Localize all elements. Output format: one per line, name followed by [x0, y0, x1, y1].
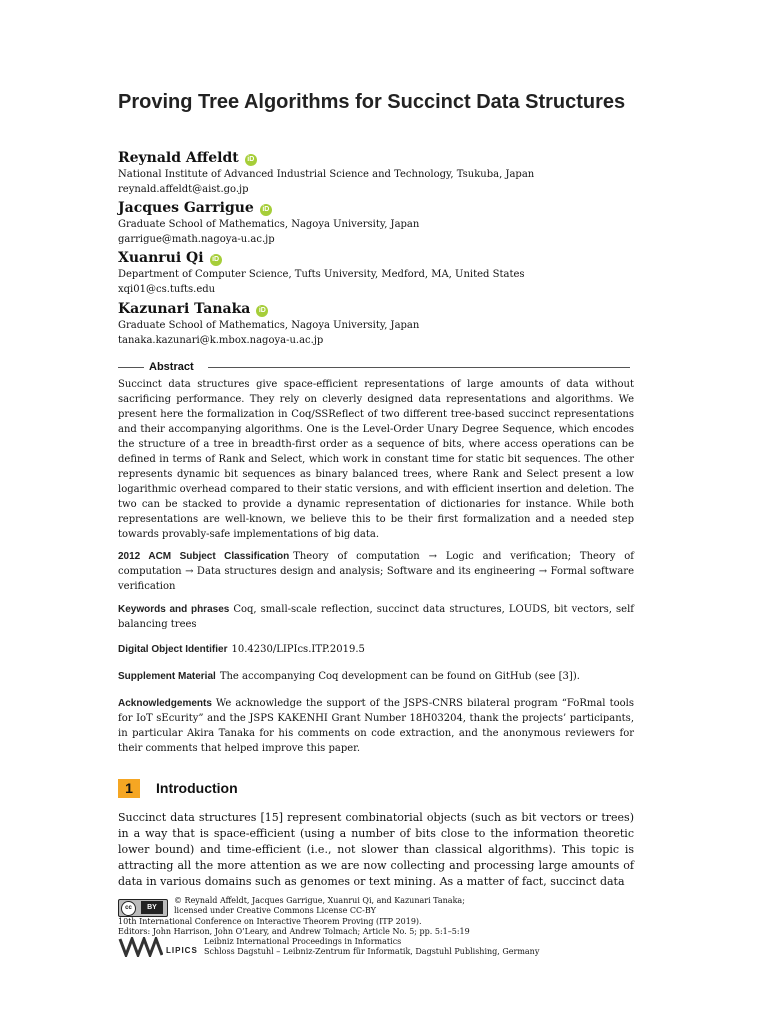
author-affiliation: Department of Computer Science, Tufts University, Medford, MA, United States — [118, 269, 525, 280]
orcid-icon[interactable]: iD — [256, 305, 268, 317]
keywords-text: Coq, small-scale reflection, succinct data structures, LOUDS, bit vectors, self balancing trees — [118, 604, 635, 630]
publisher-line: Schloss Dagstuhl – Leibniz-Zentrum für Informatik, Dagstuhl Publishing, Germany — [204, 947, 540, 956]
orcid-icon[interactable]: iD — [210, 254, 222, 266]
author-email[interactable]: garrigue@math.nagoya-u.ac.jp — [118, 234, 275, 245]
author-email[interactable]: xqi01@cs.tufts.edu — [118, 284, 216, 295]
author-email[interactable]: reynald.affeldt@aist.go.jp — [118, 184, 249, 195]
author-block-3 — [118, 249, 525, 297]
acknowledgements — [118, 696, 634, 756]
author-name: Xuanrui Qi iD — [118, 249, 525, 267]
orcid-icon[interactable]: iD — [260, 204, 272, 216]
ack-label: Acknowledgements — [118, 698, 212, 709]
abstract-label: Abstract — [149, 361, 194, 373]
keywords — [118, 602, 634, 632]
author-block-1 — [118, 149, 534, 197]
section-title: Introduction — [156, 780, 238, 796]
author-name: Jacques Garrigue iD — [118, 199, 419, 217]
series-line: Leibniz International Proceedings in Informatics — [204, 937, 402, 946]
acm-text: Theory of computation → Logic and verification; Theory of computation → Data structures design and analysis; Software and its engineering → Formal software verification — [118, 551, 634, 592]
page-footer — [118, 895, 638, 965]
paper-title: Proving Tree Algorithms for Succinct Data Structures — [118, 91, 626, 113]
divider — [118, 367, 144, 368]
author-name: Reynald Affeldt iD — [118, 149, 534, 167]
copyright-line: © Reynald Affeldt, Jacques Garrigue, Xuanrui Qi, and Kazunari Tanaka; — [174, 896, 465, 905]
abstract-heading — [118, 359, 630, 375]
author-affiliation: Graduate School of Mathematics, Nagoya University, Japan — [118, 320, 420, 331]
author-name: Kazunari Tanaka iD — [118, 300, 419, 318]
section-number: 1 — [118, 779, 140, 798]
author-affiliation: National Institute of Advanced Industrial Science and Technology, Tsukuba, Japan — [118, 169, 535, 180]
cc-icon: cc — [121, 901, 136, 916]
divider — [208, 367, 630, 368]
introduction-text: Succinct data structures [15] represent combinatorial objects (such as bit vectors or trees) in a way that is space-efficient (using a number of bits close to the information theoretic lower bound) and time-efficient (i.e., not slower than classical algorithms). This topic is attracting all the more attention as we are now collecting and processing large amounts of data in various domains such as genomes or text mining. As a matter of fact, succinct data — [118, 811, 634, 888]
editors-line: Editors: John Harrison, John O’Leary, and Andrew Tolmach; Article No. 5; pp. 5:1–5:19 — [118, 927, 470, 936]
by-icon: BY — [141, 901, 163, 914]
supplement-material — [118, 669, 634, 684]
license-line: licensed under Creative Commons License CC-BY — [174, 906, 376, 915]
author-block-4 — [118, 300, 419, 348]
acm-label: 2012 ACM Subject Classification — [118, 551, 290, 562]
abstract-text: Succinct data structures give space-efficient representations of large amounts of data without sacrificing performance. They rely on cleverly designed data representations and algorithms. We present here the formalization in Coq/SSReflect of two different tree-based succinct representations and their accompanying algorithms. One is the Level-Order Unary Degree Sequence, which encodes the structure of a tree in breadth-first order as a sequence of bits, where access operations can be defined in terms of Rank and Select, which work in constant time for static bit sequences. The other represents dynamic bit sequences as binary balanced trees, where Rank and Select present a low logarithmic overhead compared to their static versions, and with efficient insertion and deletion. The two can be stacked to provide a dynamic representation of dictionaries for instance. While both representations are well-known, we believe this to be their first formalization and a needed step towards provably-safe implementations of big data. — [118, 379, 634, 540]
acm-classification — [118, 549, 634, 594]
author-affiliation: Graduate School of Mathematics, Nagoya University, Japan — [118, 219, 420, 230]
orcid-icon[interactable]: iD — [245, 154, 257, 166]
doi — [118, 642, 634, 657]
supplement-text: The accompanying Coq development can be found on GitHub (see [3]). — [219, 671, 580, 682]
doi-label: Digital Object Identifier — [118, 644, 228, 655]
doi-link[interactable]: 10.4230/LIPIcs.ITP.2019.5 — [231, 644, 365, 655]
supplement-label: Supplement Material — [118, 671, 216, 682]
keywords-label: Keywords and phrases — [118, 604, 230, 615]
author-email[interactable]: tanaka.kazunari@k.mbox.nagoya-u.ac.jp — [118, 335, 324, 346]
author-block-2 — [118, 199, 419, 247]
lipics-wordmark: LIPICS — [166, 946, 198, 955]
conference-line: 10th International Conference on Interactive Theorem Proving (ITP 2019). — [118, 917, 422, 926]
cc-by-license-icon[interactable] — [118, 899, 168, 917]
ack-text: We acknowledge the support of the JSPS-CNRS bilateral program “FoRmal tools for IoT sEcurity” and the JSPS KAKENHI Grant Number 18H03204, thank the projects’ participants, in particular Akira Tanaka for his comments on code extraction, and the anonymous reviewers for their comments that helped improve this paper. — [118, 698, 634, 754]
lipics-logo-icon — [118, 937, 163, 957]
